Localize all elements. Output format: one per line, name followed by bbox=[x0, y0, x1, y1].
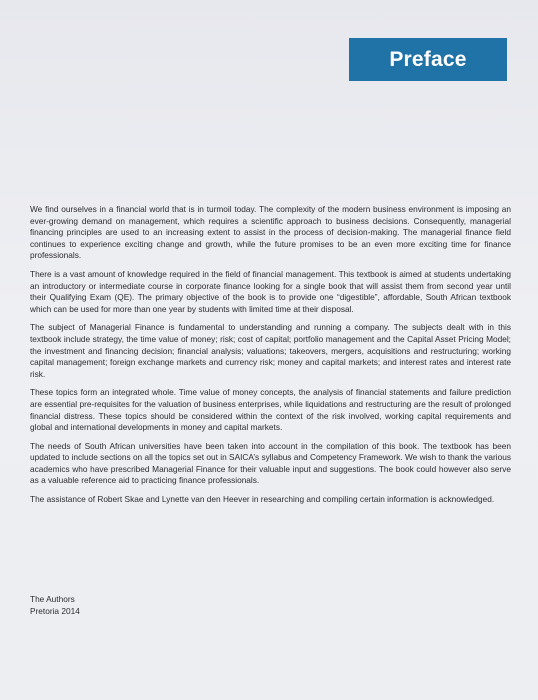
page-title: Preface bbox=[389, 47, 467, 71]
paragraph-1: We find ourselves in a financial world that is in turmoil today. The complexity of the modern business environment is imposing an ever-growing demand on management, which requires a scientific approach to business decisions. Consequently, managerial financing principles are used to an increasing extent to assist in the process of decision-making. The managerial finance field continues to experience exciting change and growth, while the future promises to be an even more exciting time for finance professionals. bbox=[30, 204, 511, 261]
signature-author: The Authors bbox=[30, 594, 75, 604]
paragraph-4: These topics form an integrated whole. Time value of money concepts, the analysis of financial statements and failure prediction are essential pre-requisites for the valuation of business enterprises, while liquidations and restructuring are the result of prolonged financial distress. These topics should be considered within the context of the risk involved, working capital requirements and global and international developments in money and capital markets. bbox=[30, 387, 511, 433]
paragraph-2: There is a vast amount of knowledge required in the field of financial management. This textbook is aimed at students undertaking an introductory or intermediate course in corporate finance looking for a single book that will assist them from second year until their Qualifying Exam (QE). The primary objective of the book is to provide one “digestible”, affordable, South African textbook which can be used for more than one year by students with limited time at their disposal. bbox=[30, 268, 511, 314]
paragraph-6: The assistance of Robert Skae and Lynette van den Heever in researching and compiling certain information is acknowledged. bbox=[30, 494, 495, 505]
signature-block bbox=[30, 594, 80, 617]
signature-place-date: Pretoria 2014 bbox=[30, 605, 80, 616]
preface-heading-banner bbox=[349, 38, 507, 81]
preface-body bbox=[30, 204, 511, 513]
paragraph-5: The needs of South African universities have been taken into account in the compilation of this book. The textbook has been updated to include sections on all the topics set out in SAICA’s syllabus and Competency Framework. We wish to thank the various academics who have prescribed Managerial Finance for their valuable input and suggestions. The book could however also serve as a valuable reference aid to practicing finance professionals. bbox=[30, 440, 511, 486]
paragraph-3: The subject of Managerial Finance is fundamental to understanding and running a company. The subjects dealt with in this textbook include strategy, the time value of money; risk; cost of capital; portfolio management and the Capital Asset Pricing Model; the investment and financing decision; financial analysis; valuations; takeovers, mergers, acquisitions and restructuring; working capital management; foreign exchange markets and currency risk; money and capital markets; and interest rates and interest rate risk. bbox=[30, 322, 511, 379]
